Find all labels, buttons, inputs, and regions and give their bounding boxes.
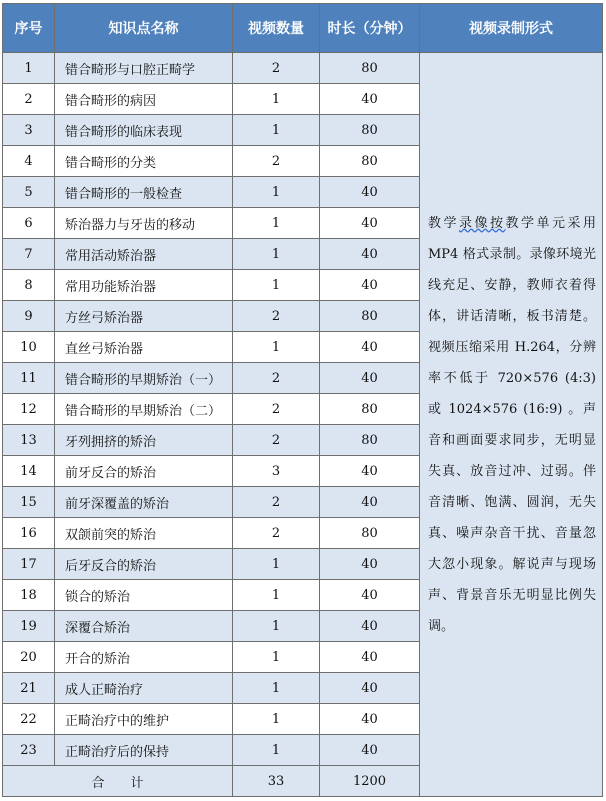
row-duration: 80 <box>320 115 420 146</box>
row-duration: 80 <box>320 146 420 177</box>
row-number: 13 <box>3 425 55 456</box>
desc-text-rest: 教学单元采用MP4 格式录制。录像环境光线充足、安静，教师衣着得体，讲话清晰，板书清楚。视频压缩采用 H.264，分辨率不低于 720×576 (4:3) 或 1024×576 (16:9) 。声音和画面要求同步，无明显失真、放音过冲、过弱。伴音清晰、饱满、圆润，无失真、噪声杂音干扰、音量忽大忽小现象。解说声与现场声、背景音乐无明显比例失调。 <box>428 215 596 634</box>
row-topic-name: 错合畸形与口腔正畸学 <box>55 53 233 84</box>
row-topic-name: 错合畸形的临床表现 <box>55 115 233 146</box>
row-video-count: 2 <box>233 53 320 84</box>
row-video-count: 1 <box>233 580 320 611</box>
row-number: 14 <box>3 456 55 487</box>
row-duration: 80 <box>320 301 420 332</box>
row-video-count: 2 <box>233 363 320 394</box>
row-number: 7 <box>3 239 55 270</box>
row-duration: 40 <box>320 673 420 704</box>
row-number: 22 <box>3 704 55 735</box>
row-video-count: 1 <box>233 611 320 642</box>
row-number: 3 <box>3 115 55 146</box>
header-row <box>3 4 603 53</box>
row-topic-name: 双颌前突的矫治 <box>55 518 233 549</box>
row-video-count: 1 <box>233 332 320 363</box>
row-duration: 40 <box>320 208 420 239</box>
desc-text-underlined: 录像按 <box>459 215 506 231</box>
row-video-count: 1 <box>233 239 320 270</box>
row-duration: 40 <box>320 332 420 363</box>
row-video-count: 2 <box>233 146 320 177</box>
row-topic-name: 后牙反合的矫治 <box>55 549 233 580</box>
row-video-count: 1 <box>233 177 320 208</box>
row-topic-name: 方丝弓矫治器 <box>55 301 233 332</box>
row-video-count: 3 <box>233 456 320 487</box>
row-video-count: 1 <box>233 84 320 115</box>
row-video-count: 1 <box>233 549 320 580</box>
row-duration: 40 <box>320 549 420 580</box>
row-video-count: 1 <box>233 642 320 673</box>
total-duration: 1200 <box>320 766 420 797</box>
row-number: 9 <box>3 301 55 332</box>
row-duration: 40 <box>320 177 420 208</box>
row-topic-name: 矫治器力与牙齿的移动 <box>55 208 233 239</box>
row-duration: 80 <box>320 518 420 549</box>
row-topic-name: 开合的矫治 <box>55 642 233 673</box>
row-topic-name: 错合畸形的分类 <box>55 146 233 177</box>
row-duration: 40 <box>320 239 420 270</box>
row-number: 2 <box>3 84 55 115</box>
total-count: 33 <box>233 766 320 797</box>
row-video-count: 2 <box>233 394 320 425</box>
row-topic-name: 锁合的矫治 <box>55 580 233 611</box>
row-video-count: 1 <box>233 704 320 735</box>
row-topic-name: 前牙反合的矫治 <box>55 456 233 487</box>
row-duration: 40 <box>320 84 420 115</box>
row-video-count: 1 <box>233 735 320 766</box>
row-number: 21 <box>3 673 55 704</box>
row-video-count: 2 <box>233 518 320 549</box>
row-video-count: 1 <box>233 208 320 239</box>
row-number: 23 <box>3 735 55 766</box>
table-body <box>3 53 603 797</box>
row-number: 18 <box>3 580 55 611</box>
row-duration: 40 <box>320 580 420 611</box>
row-topic-name: 直丝弓矫治器 <box>55 332 233 363</box>
row-video-count: 2 <box>233 425 320 456</box>
row-duration: 40 <box>320 456 420 487</box>
row-duration: 40 <box>320 611 420 642</box>
row-video-count: 1 <box>233 115 320 146</box>
row-number: 16 <box>3 518 55 549</box>
header-name: 知识点名称 <box>55 4 233 53</box>
row-duration: 40 <box>320 363 420 394</box>
row-number: 10 <box>3 332 55 363</box>
row-video-count: 2 <box>233 301 320 332</box>
row-video-count: 2 <box>233 487 320 518</box>
total-label: 合 计 <box>3 766 233 797</box>
recording-format-description <box>420 53 603 797</box>
row-number: 20 <box>3 642 55 673</box>
row-number: 12 <box>3 394 55 425</box>
row-topic-name: 错合畸形的早期矫治（一） <box>55 363 233 394</box>
header-format: 视频录制形式 <box>420 4 603 53</box>
row-topic-name: 错合畸形的病因 <box>55 84 233 115</box>
row-duration: 80 <box>320 394 420 425</box>
row-topic-name: 成人正畸治疗 <box>55 673 233 704</box>
table-row <box>3 53 603 84</box>
row-topic-name: 常用活动矫治器 <box>55 239 233 270</box>
row-topic-name: 牙列拥挤的矫治 <box>55 425 233 456</box>
header-duration: 时长（分钟） <box>320 4 420 53</box>
desc-text-start: 教学 <box>428 215 459 231</box>
row-video-count: 1 <box>233 673 320 704</box>
row-topic-name: 深覆合矫治 <box>55 611 233 642</box>
row-number: 5 <box>3 177 55 208</box>
header-count: 视频数量 <box>233 4 320 53</box>
row-number: 15 <box>3 487 55 518</box>
header-no: 序号 <box>3 4 55 53</box>
row-number: 6 <box>3 208 55 239</box>
row-number: 17 <box>3 549 55 580</box>
row-number: 4 <box>3 146 55 177</box>
row-duration: 40 <box>320 642 420 673</box>
row-number: 19 <box>3 611 55 642</box>
row-number: 8 <box>3 270 55 301</box>
row-duration: 40 <box>320 704 420 735</box>
row-topic-name: 前牙深覆盖的矫治 <box>55 487 233 518</box>
row-duration: 40 <box>320 487 420 518</box>
row-topic-name: 正畸治疗后的保持 <box>55 735 233 766</box>
row-number: 11 <box>3 363 55 394</box>
row-duration: 80 <box>320 53 420 84</box>
row-number: 1 <box>3 53 55 84</box>
row-duration: 40 <box>320 735 420 766</box>
video-list-table <box>2 3 603 797</box>
row-topic-name: 错合畸形的一般检查 <box>55 177 233 208</box>
row-duration: 40 <box>320 270 420 301</box>
row-topic-name: 常用功能矫治器 <box>55 270 233 301</box>
row-video-count: 1 <box>233 270 320 301</box>
row-topic-name: 正畸治疗中的维护 <box>55 704 233 735</box>
row-duration: 80 <box>320 425 420 456</box>
row-topic-name: 错合畸形的早期矫治（二） <box>55 394 233 425</box>
